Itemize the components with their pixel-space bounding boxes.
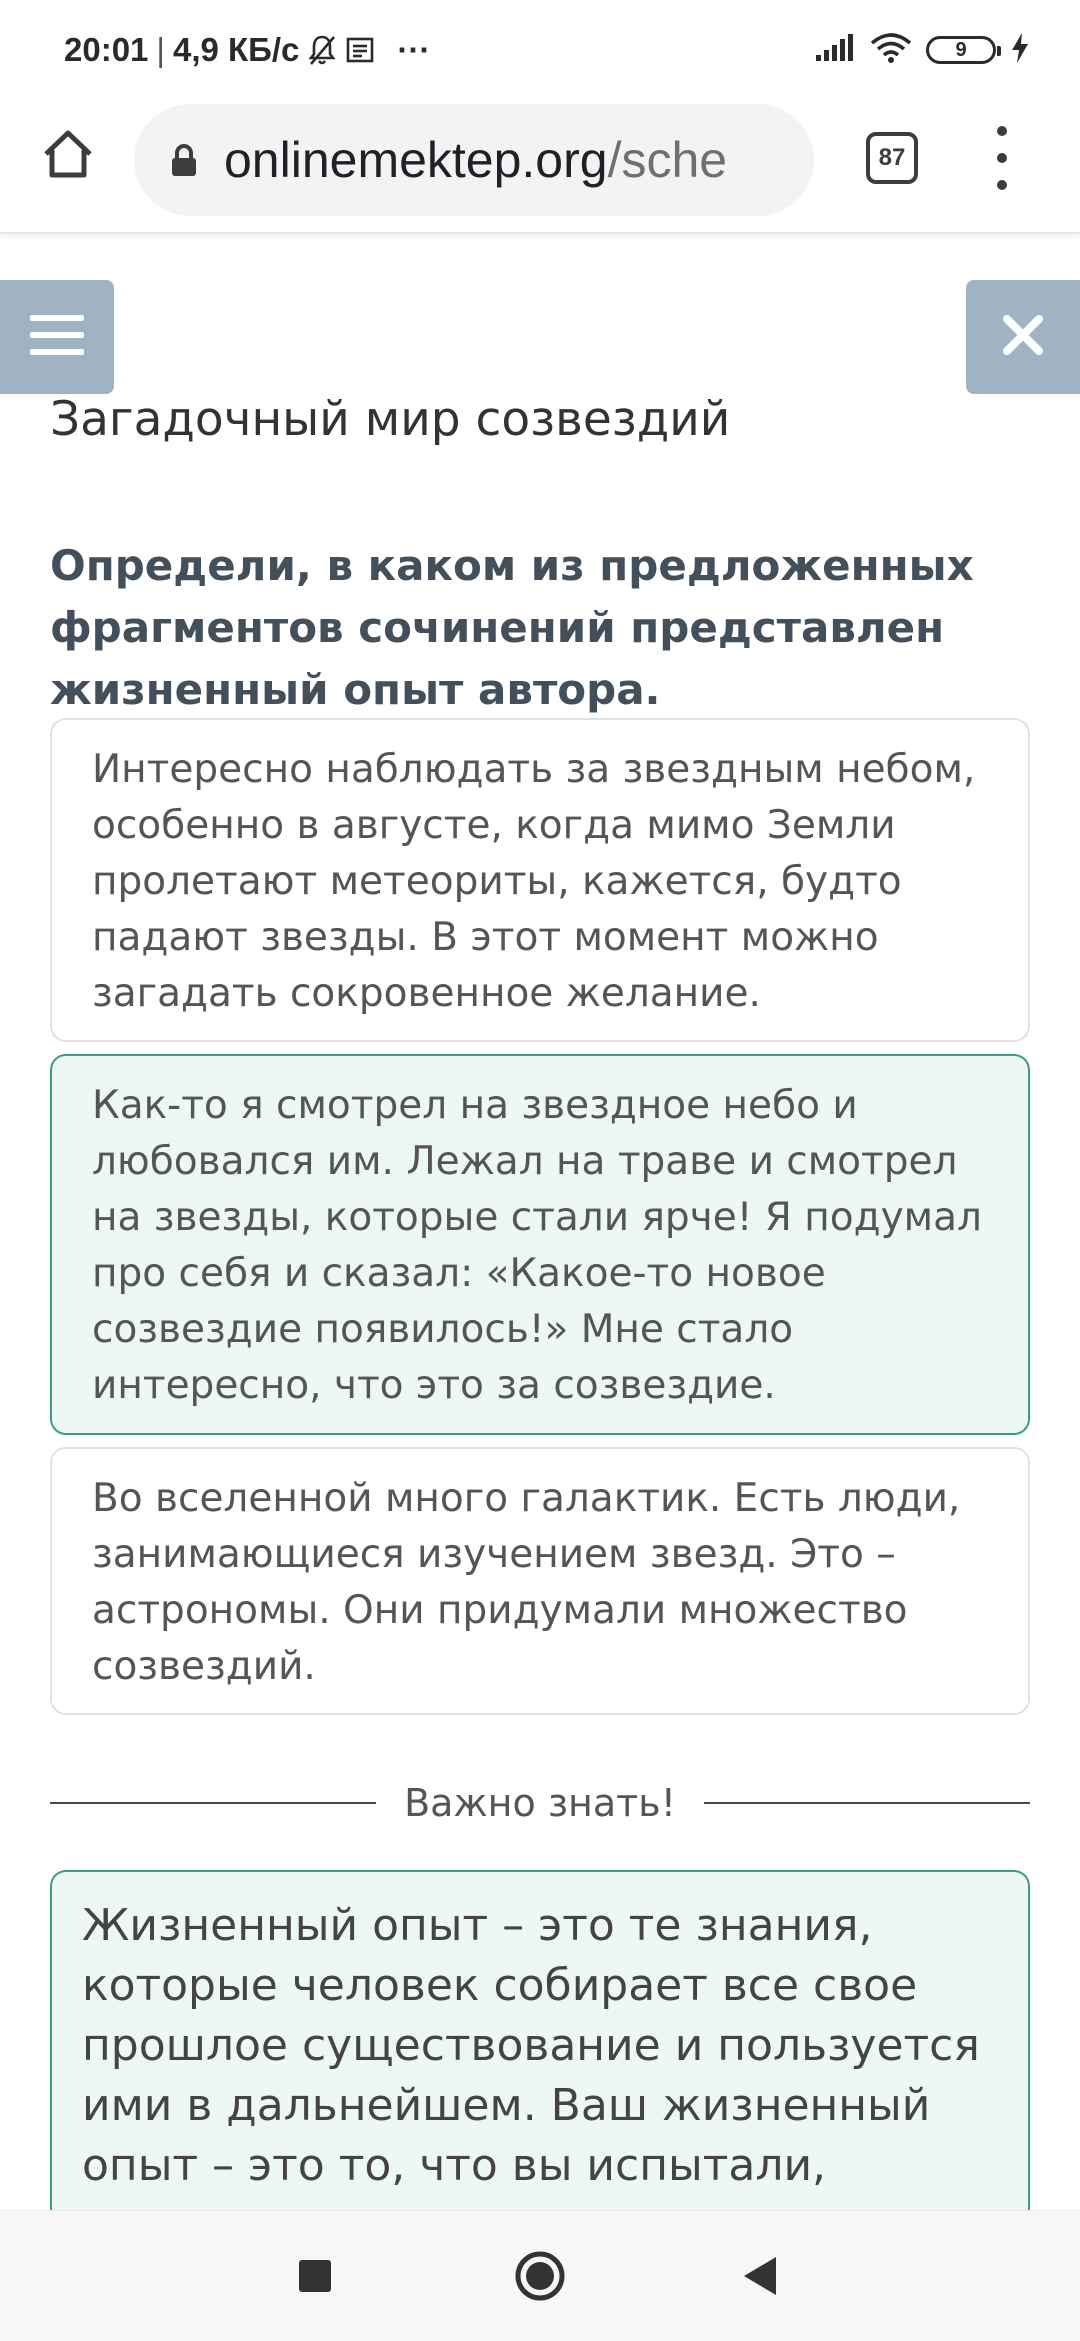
home-icon[interactable] [38, 124, 98, 184]
hamburger-icon [30, 313, 84, 361]
url-text [224, 131, 727, 189]
divider-line [704, 1802, 1030, 1804]
back-icon[interactable] [740, 2253, 780, 2299]
answer-option-text: Интересно наблюдать за звездным небом, особенно в августе, когда мимо Земли пролетают метеориты, кажется, будто падают звезды. В этот момент можно загадать сокровенное желание. [92, 747, 976, 1016]
system-nav-bar [0, 2210, 1080, 2341]
info-text: Жизненный опыт – это те знания, которые человек собирает все свое прошлое существование и пользуется ими в дальнейшем. Ваш жизненный опыт – это то, что вы испытали, [82, 1900, 980, 2191]
status-left [64, 30, 430, 70]
question-text: Определи, в каком из предложенных фрагментов сочинений представлен жизненный опыт автора. [50, 541, 974, 714]
status-right [814, 30, 1030, 70]
section-divider [50, 1780, 1030, 1826]
divider-label: Важно знать! [404, 1781, 676, 1825]
answer-option-1[interactable] [50, 718, 1030, 1042]
battery-level: 9 [955, 38, 967, 61]
wifi-icon [870, 32, 912, 68]
close-icon [1001, 313, 1045, 361]
url-domain: onlinemektep.org [224, 132, 608, 188]
recents-icon[interactable] [299, 2260, 331, 2292]
tab-count: 87 [878, 144, 906, 171]
bell-off-icon [307, 34, 337, 66]
charging-icon [1010, 32, 1030, 68]
answer-option-text: Во вселенной много галактик. Есть люди, занимающиеся изучением звезд. Это – астрономы. Они придумали множество созвездий. [92, 1476, 961, 1689]
page-title: Загадочный мир созвездий [50, 392, 731, 447]
hamburger-menu-button[interactable] [0, 280, 114, 394]
status-separator: | [156, 31, 165, 68]
url-path: /sche [607, 132, 728, 188]
tab-switcher-button[interactable] [866, 132, 918, 184]
home-circle-icon[interactable] [513, 2249, 567, 2303]
browser-toolbar [0, 96, 1080, 234]
signal-icon [814, 33, 856, 67]
answer-option-3[interactable] [50, 1447, 1030, 1715]
status-more: ··· [397, 31, 431, 68]
answer-option-2-selected[interactable] [50, 1054, 1030, 1435]
notes-icon [345, 35, 375, 65]
address-bar[interactable] [134, 104, 814, 216]
divider-line [50, 1802, 376, 1804]
close-button[interactable] [966, 280, 1080, 394]
lock-icon [170, 143, 198, 177]
status-bar [0, 0, 1080, 96]
status-time: 20:01 [64, 31, 149, 68]
answer-option-text: Как-то я смотрел на звездное небо и любовался им. Лежал на траве и смотрел на звезды, которые стали ярче! Я подумал про себя и сказал: «Какое-то новое созвездие появилось!» Мне стало интересно, что это за созвездие. [92, 1083, 982, 1408]
battery-icon [926, 36, 996, 64]
three-dots-icon[interactable] [990, 126, 1014, 190]
status-net-speed: 4,9 КБ/с [172, 31, 300, 68]
